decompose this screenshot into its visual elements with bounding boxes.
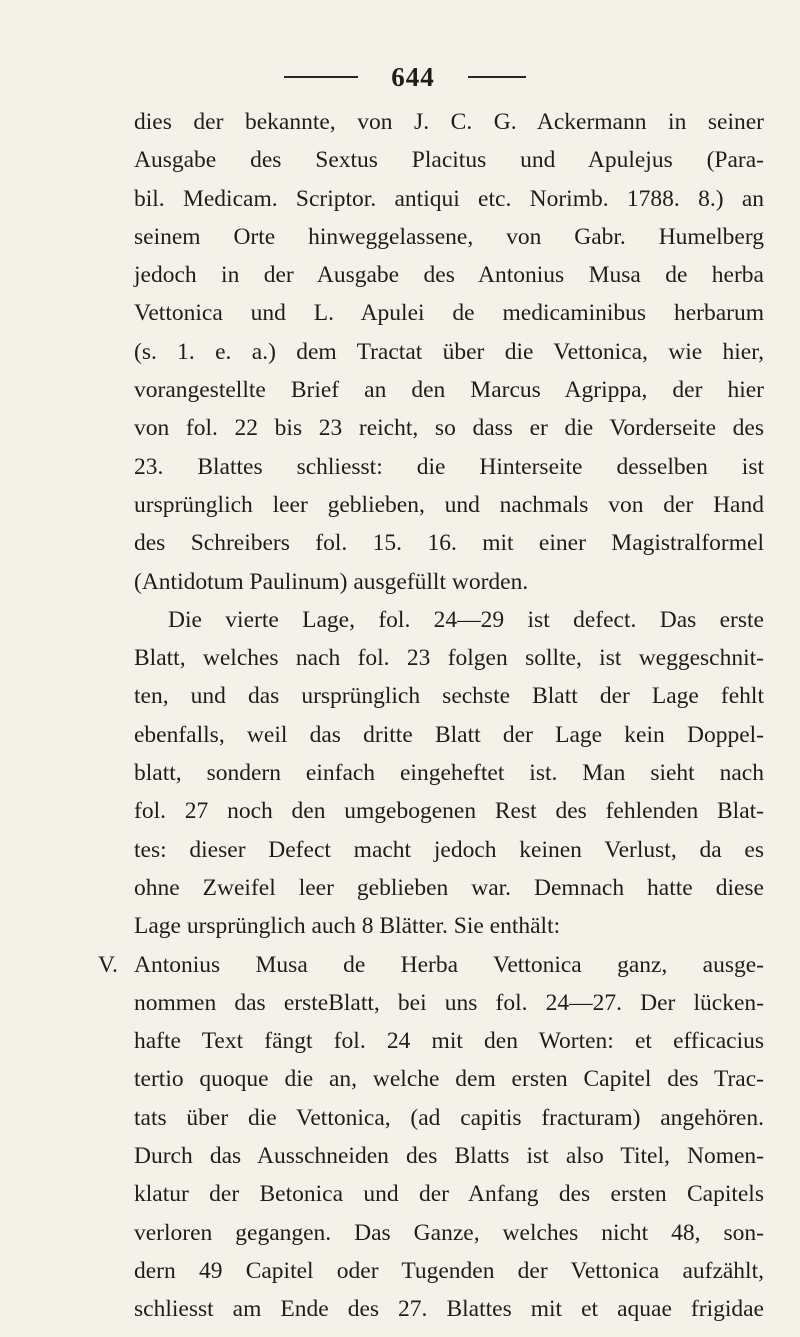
text-line: dern 49 Capitel oder Tugenden der Vettonica aufzählt, [134,1257,764,1284]
text-line: 23. Blattes schliesst: die Hinterseite desselben ist [134,453,764,480]
text-line: blatt, sondern einfach eingeheftet ist. Man sieht nach [134,760,764,787]
text-line: tertio quoque die an, welche dem ersten Capitel des Trac- [134,1066,764,1093]
text-line: ohne Zweifel leer geblieben war. Demnach hatte diese [134,874,764,901]
header-rule-left [284,76,358,78]
text-line: ursprünglich leer geblieben, und nachmals von der Hand [134,491,764,518]
text-line: hafte Text fängt fol. 24 mit den Worten: et efficacius [134,1028,764,1055]
text-line: Vettonica und L. Apulei de medicaminibus herbarum [134,300,764,327]
section-marker: V. [98,951,118,978]
text-line: seinem Orte hinweggelassene, von Gabr. Humelberg [134,223,764,250]
text-line: ten, und das ursprünglich sechste Blatt der Lage fehlt [134,683,764,710]
text-line: klatur der Betonica und der Anfang des ersten Capitels [134,1181,764,1208]
text-line: vorangestellte Brief an den Marcus Agrippa, der hier [134,377,764,404]
text-line: nommen das ersteBlatt, bei uns fol. 24—27. Der lücken- [134,989,764,1016]
page-number: 644 [391,62,435,92]
text-line: Blatt, welches nach fol. 23 folgen sollte, ist weggeschnit- [134,645,764,672]
text-line: Lage ursprünglich auch 8 Blätter. Sie enthält: [134,913,561,940]
text-line: bil. Medicam. Scriptor. antiqui etc. Norimb. 1788. 8.) an [134,185,764,212]
body-text [98,103,764,1329]
text-line: tes: dieser Defect macht jedoch keinen Verlust, da es [134,836,764,863]
text-line: jedoch in der Ausgabe des Antonius Musa de herba [134,262,764,289]
text-line: Antonius Musa de Herba Vettonica ganz, ausge- [134,951,764,978]
text-line: ebenfalls, weil das dritte Blatt der Lage kein Doppel- [134,721,764,748]
text-line: (Antidotum Paulinum) ausgefüllt worden. [134,568,529,595]
page-header [0,62,800,92]
text-line: Die vierte Lage, fol. 24—29 ist defect. Das erste [168,606,764,633]
text-line: von fol. 22 bis 23 reicht, so dass er die Vorderseite des [134,415,764,442]
text-line: schliesst am Ende des 27. Blattes mit et aquae frigidae [134,1296,764,1323]
text-line: (s. 1. e. a.) dem Tractat über die Vettonica, wie hier, [134,338,764,365]
text-line: tats über die Vettonica, (ad capitis fracturam) angehören. [134,1104,764,1131]
text-line: fol. 27 noch den umgebogenen Rest des fehlenden Blat- [134,798,764,825]
header-rule-right [468,76,526,78]
text-line: des Schreibers fol. 15. 16. mit einer Magistralformel [134,530,764,557]
text-line: dies der bekannte, von J. C. G. Ackermann in seiner [134,109,764,135]
text-line: Ausgabe des Sextus Placitus und Apulejus (Para- [134,147,764,174]
text-line: verloren gegangen. Das Ganze, welches nicht 48, son- [134,1219,764,1246]
text-line: Durch das Ausschneiden des Blatts ist also Titel, Nomen- [134,1143,764,1170]
section-line [98,946,764,984]
